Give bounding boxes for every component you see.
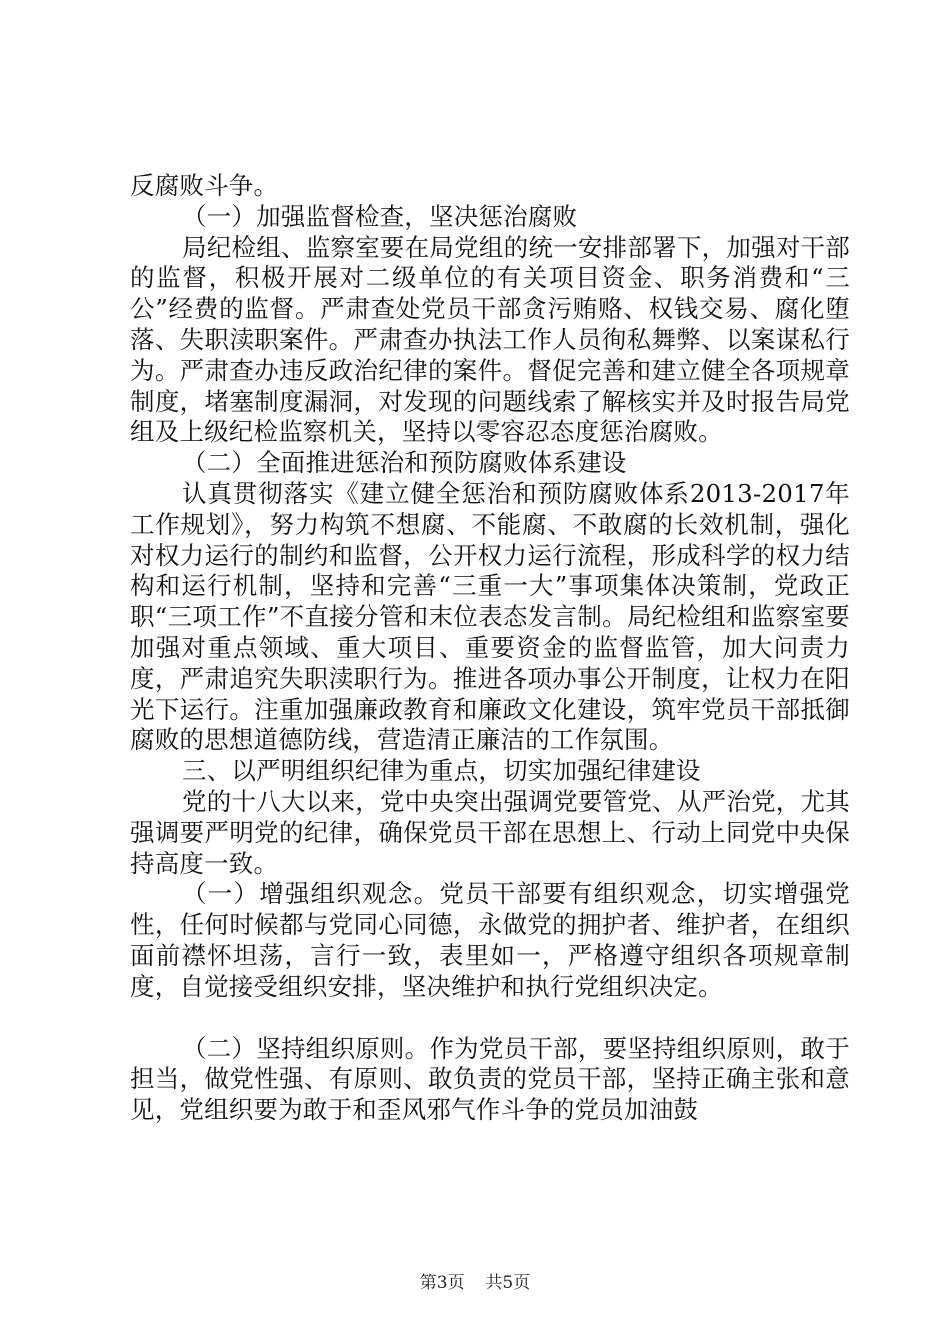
- section-heading: （二）全面推进惩治和预防腐败体系建设: [182, 448, 627, 478]
- document-body: [130, 171, 850, 1126]
- page-total: 共5页: [485, 1273, 531, 1293]
- paragraph: （二）坚持组织原则。作为党员干部，要坚持组织原则，敢于担当，做党性强、有原则、敢负责的党员干部，坚持正确主张和意见，党组织要为敢于和歪风邪气作斗争的党员加油鼓: [130, 1033, 850, 1125]
- section-heading: （一）加强监督检查，坚决惩治腐败: [182, 201, 578, 231]
- paragraph-gap: [130, 1003, 850, 1034]
- paragraph-continuation: 反腐败斗争。: [130, 171, 279, 200]
- page-footer: [0, 1268, 950, 1293]
- page-number: 第3页: [419, 1273, 465, 1293]
- paragraph: 党的十八大以来，党中央突出强调党要管党、从严治党，尤其强调要严明党的纪律，确保党员干部在思想上、行动上同党中央保持高度一致。: [130, 786, 850, 878]
- paragraph: 局纪检组、监察室要在局党组的统一安排部署下，加强对干部的监督，积极开展对二级单位的有关项目资金、职务消费和“三公”经费的监督。严肃查处党员干部贪污贿赂、权钱交易、腐化堕落、失职渎职案件。严肃查办执法工作人员徇私舞弊、以案谋私行为。严肃查办违反政治纪律的案件。督促完善和建立健全各项规章制度，堵塞制度漏洞，对发现的问题线索了解核实并及时报告局党组及上级纪检监察机关，坚持以零容忍态度惩治腐败。: [130, 232, 850, 447]
- chapter-heading: 三、以严明组织纪律为重点，切实加强纪律建设: [182, 756, 701, 786]
- paragraph: （一）增强组织观念。党员干部要有组织观念，切实增强党性，任何时候都与党同心同德，永做党的拥护者、维护者，在组织面前襟怀坦荡，言行一致，表里如一，严格遵守组织各项规章制度，自觉接受组织安排，坚决维护和执行党组织决定。: [130, 879, 850, 1001]
- paragraph: 认真贯彻落实《建立健全惩治和预防腐败体系2013-2017年工作规划》，努力构筑不想腐、不能腐、不敢腐的长效机制，强化对权力运行的制约和监督，公开权力运行流程，形成科学的权力结构和运行机制，坚持和完善“三重一大”事项集体决策制，党政正职“三项工作”不直接分管和末位表态发言制。局纪检组和监察室要加强对重点领域、重大项目、重要资金的监督监管，加大问责力度，严肃追究失职渎职行为。推进各项办事公开制度，让权力在阳光下运行。注重加强廉政教育和廉政文化建设，筑牢党员干部抵御腐败的思想道德防线，营造清正廉洁的工作氛围。: [130, 478, 850, 755]
